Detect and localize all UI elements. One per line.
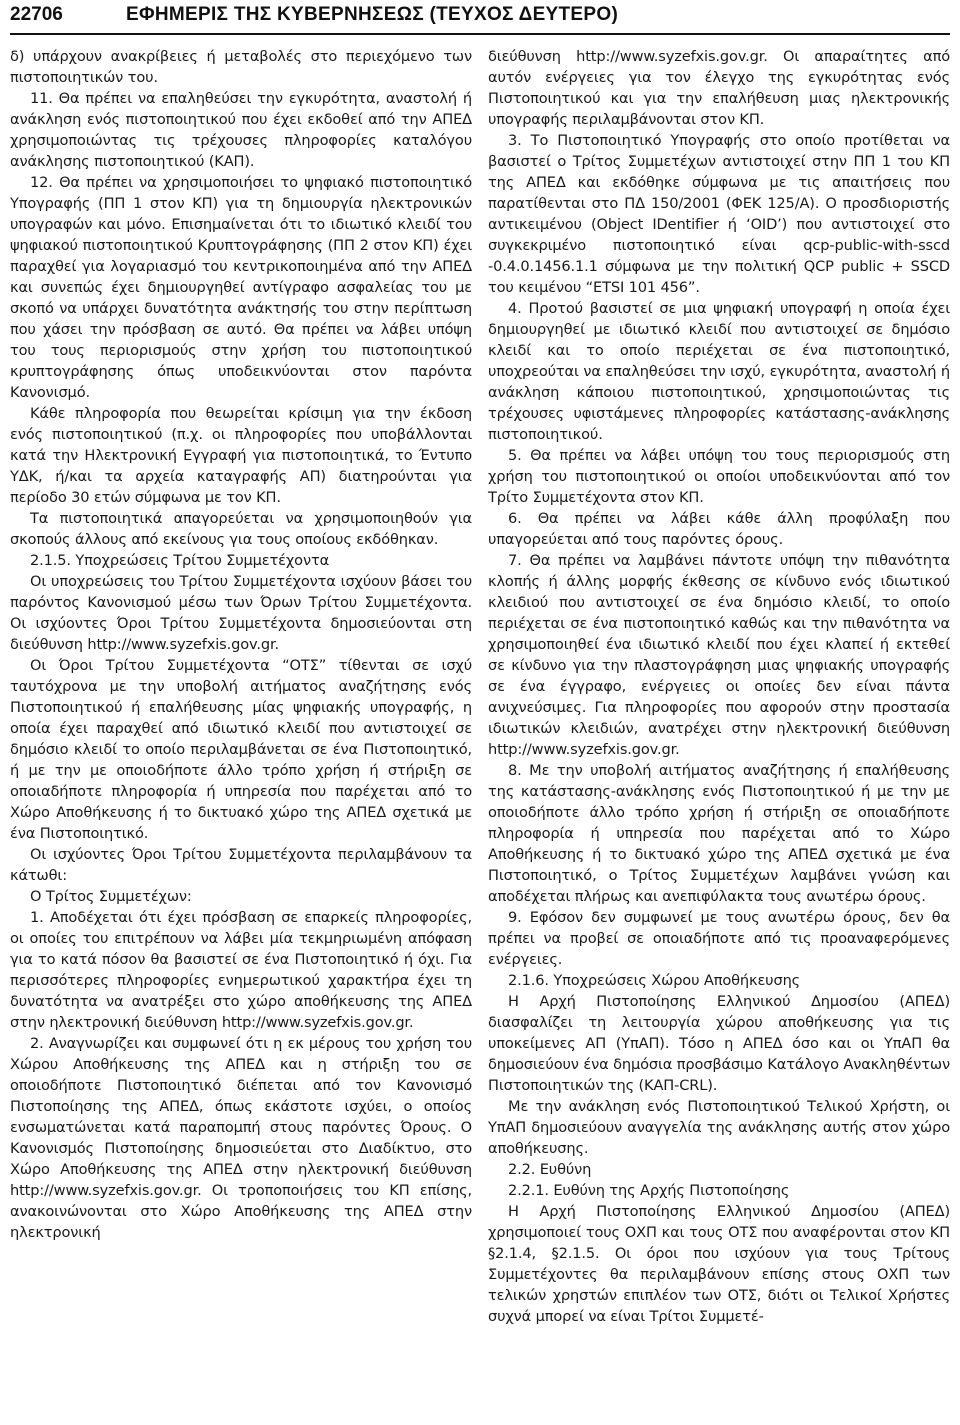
paragraph: 8. Με την υποβολή αιτήματος αναζήτησης ή επαλήθευσης της κατάστασης-ανάκλησης ενός Πιστοποιητικού ή με την με οποιοδήποτε άλλο τρόπο χρήση ή στήριξη σε οποιαδήποτε πληροφορία ή υπηρεσία που παρέχεται από το Χώρο Αποθήκευσης ή το δικτυακό χώρο της ΑΠΕΔ σχετικά με ένα Πιστοποιητικό, ο Τρίτος Συμμετέχων λαμβάνει γνώση και αποδέχεται πλήρως και ανεπιφύλακτα τους ανωτέρω όρους. [488, 762, 950, 905]
header-rule [10, 33, 950, 35]
section-heading: 2.1.6. Υποχρεώσεις Χώρου Αποθήκευσης [508, 972, 801, 989]
paragraph: Με την ανάκληση ενός Πιστοποιητικού Τελικού Χρήστη, οι ΥπΑΠ δημοσιεύουν αναγγελία της ανάκλησης αυτής στον χώρο αποθήκευσης. [488, 1098, 950, 1157]
page-header [10, 2, 950, 30]
paragraph: 6. Θα πρέπει να λάβει κάθε άλλη προφύλαξη που υπαγορεύεται από τους παρόντες όρους. [488, 510, 950, 548]
right-column [488, 46, 950, 1327]
paragraph: 4. Προτού βασιστεί σε μια ψηφιακή υπογραφή η οποία έχει δημιουργηθεί με ιδιωτικό κλειδί που αντιστοιχεί σε δημόσιο κλειδί και το οποίο περιέχεται σε ένα πιστοποιητικό, υποχρεούται να επαληθεύσει την ισχύ, εγκυρότητα, αναστολή ή ανάκληση κάποιου πιστοποιητικού, χρησιμοποιώντας τις τρέχουσες υφιστάμενες πληροφορίες κατάστασης-ανάκλησης πιστοποιητικού. [488, 300, 950, 443]
paragraph: Ο Τρίτος Συμμετέχων: [30, 888, 192, 905]
paragraph: Η Αρχή Πιστοποίησης Ελληνικού Δημοσίου (ΑΠΕΔ) διασφαλίζει τη λειτουργία χώρου αποθήκευσης για τις υποκείμενες ΑΠ (ΥπΑΠ). Τόσο η ΑΠΕΔ όσο και οι ΥπΑΠ θα δημοσιεύουν ένα δημόσια προσβάσιμο Κατάλογο Ανακληθέντων Πιστοποιητικών της (ΚΑΠ-CRL). [488, 993, 950, 1094]
paragraph: διεύθυνση http://www.syzefxis.gov.gr. Οι απαραίτητες από αυτόν ενέργειες για τον έλεγχο της εγκυρότητας ενός Πιστοποιητικού και για την επαλήθευση μιας ηλεκτρονικής υπογραφής περιλαμβάνονται στον ΚΠ. [488, 48, 950, 128]
paragraph: Οι ισχύοντες Όροι Τρίτου Συμμετέχοντα περιλαμβάνουν τα κάτωθι: [10, 846, 472, 884]
section-heading: 2.2. Ευθύνη [508, 1161, 592, 1178]
left-column [10, 46, 472, 1243]
paragraph: Οι υποχρεώσεις του Τρίτου Συμμετέχοντα ισχύουν βάσει του παρόντος Κανονισμού μέσω των Όρων Τρίτου Συμμετέχοντα. Οι ισχύοντες Όροι Τρίτου Συμμετέχοντα δημοσιεύονται στη διεύθυνση http://www.syzefxis.gov.gr. [10, 573, 472, 653]
paragraph: 11. Θα πρέπει να επαληθεύσει την εγκυρότητα, αναστολή ή ανάκληση ενός πιστοποιητικού που έχει εκδοθεί από την ΑΠΕΔ χρησιμοποιώντας τις τρέχουσες πληροφορίες καταλόγου ανάκλησης πιστοποιητικού (ΚΑΠ). [10, 90, 472, 170]
paragraph: 9. Εφόσον δεν συμφωνεί με τους ανωτέρω όρους, δεν θα πρέπει να προβεί σε οποιαδήποτε από τις προαναφερόμενες ενέργειες. [488, 909, 950, 968]
paragraph: Η Αρχή Πιστοποίησης Ελληνικού Δημοσίου (ΑΠΕΔ) χρησιμοποιεί τους ΟΧΠ και τους ΟΤΣ που αναφέρονται στον ΚΠ §2.1.4, §2.1.5. Οι όροι που ισχύουν για τους Τρίτους Συμμετέχοντες θα περιλαμβάνουν επίσης στους ΟΧΠ των τελικών χρηστών επιπλέον των ΟΤΣ, διότι οι Τελικοί Χρήστες συχνά μπορεί να είναι Τρίτοι Συμμετέ- [488, 1203, 950, 1325]
paragraph: 7. Θα πρέπει να λαμβάνει πάντοτε υπόψη την πιθανότητα κλοπής ή άλλης μορφής έκθεσης σε κίνδυνο ενός ιδιωτικού κλειδιού που αντιστοιχεί σε ένα δημόσιο κλειδί, το οποίο περιέχεται σε ένα πιστοποιητικό καθώς και την πιθανότητα να χρησιμοποιηθεί ένα ιδιωτικό κλειδί που έχει κλαπεί ή εκτεθεί σε κίνδυνο για την πλαστογράφηση μιας ψηφιακής υπογραφής σε ένα έγγραφο, ενέργειες οι οποίες δεν είναι πάντα ανιχνεύσιμες. Για πληροφορίες που αφορούν στην προστασία ιδιωτικών κλειδιών, ανατρέχει στην ηλεκτρονική διεύθυνση http://www.syzefxis.gov.gr. [488, 552, 950, 758]
paragraph: 2. Αναγνωρίζει και συμφωνεί ότι η εκ μέρους του χρήση του Χώρου Αποθήκευσης της ΑΠΕΔ και η στήριξη του σε οποιοδήποτε Πιστοποιητικό διέπεται από τον Κανονισμό Πιστοποίησης της ΑΠΕΔ, όπως εκάστοτε ισχύει, ο οποίος ενσωματώνεται κατά παραπομπή στους παρόντες Όρους. Ο Κανονισμός Πιστοποίησης δημοσιεύεται στο Διαδίκτυο, στο Χώρο Αποθήκευσης της ΑΠΕΔ στην ηλεκτρονική διεύθυνση http://www.syzefxis.gov.gr. Οι τροποποιήσεις του ΚΠ επίσης, ανακοινώνονται στο Χώρο Αποθήκευσης της ΑΠΕΔ στην ηλεκτρονική [10, 1035, 472, 1241]
paragraph: 5. Θα πρέπει να λάβει υπόψη του τους περιορισμούς στη χρήση του πιστοποιητικού οι οποίοι υποδεικνύονται από τον Τρίτο Συμμετέχοντα στον ΚΠ. [488, 447, 950, 506]
paragraph: 3. Το Πιστοποιητικό Υπογραφής στο οποίο προτίθεται να βασιστεί ο Τρίτος Συμμετέχων αντιστοιχεί στην ΠΠ 1 του ΚΠ της ΑΠΕΔ και εκδόθηκε σύμφωνα με τις απαιτήσεις που παρατίθενται στο ΠΔ 150/2001 (ΦΕΚ 125/Α). Ο προσδιοριστής αντικειμένου (Object IDentifier ή ‘OID’) που αντιστοιχεί στο συγκεκριμένο πιστοποιητικό είναι qcp-public-with-sscd -0.4.0.1456.1.1 σύμφωνα με την πολιτική QCP public + SSCD του κειμένου “ETSI 101 456”. [488, 132, 950, 296]
paragraph: 12. Θα πρέπει να χρησιμοποιήσει το ψηφιακό πιστοποιητικό Υπογραφής (ΠΠ 1 στον ΚΠ) για τη δημιουργία ηλεκτρονικών υπογραφών και μόνο. Επισημαίνεται ότι το ιδιωτικό κλειδί του ψηφιακού πιστοποιητικού Κρυπτογράφησης (ΠΠ 2 στον ΚΠ) έχει παραχθεί για λογαριασμό του κεντρικοποιημένα από την ΑΠΕΔ και συνεπώς έχει δημιουργηθεί αντίγραφο ασφαλείας του με σκοπό να υπάρχει δυνατότητα ανάκτησής του στην περίπτωση που χάσει την πρόσβαση σε αυτό. Θα πρέπει να λάβει υπόψη του τους περιορισμούς στην χρήση του πιστοποιητικού κρυπτογράφησης όπως υποδεικνύονται στον παρόντα Κανονισμό. [10, 174, 472, 401]
section-heading: 2.2.1. Ευθύνη της Αρχής Πιστοποίησης [508, 1182, 790, 1199]
gazette-title: ΕΦΗΜΕΡΙΣ ΤΗΣ ΚΥΒΕΡΝΗΣΕΩΣ (ΤΕΥΧΟΣ ΔΕΥΤΕΡΟ) [126, 4, 619, 25]
paragraph: Οι Όροι Τρίτου Συμμετέχοντα “ΟΤΣ” τίθενται σε ισχύ ταυτόχρονα με την υποβολή αιτήματος αναζήτησης ενός Πιστοποιητικού ή επαλήθευσης μίας ψηφιακής υπογραφής, η οποία έχει παραχθεί από ιδιωτικό κλειδί που αντιστοιχεί σε δημόσιο κλειδί το οποίο περιλαμβάνεται σε ένα Πιστοποιητικό, ή με την με οποιοδήποτε άλλο τρόπο χρήση ή στήριξη σε οποιαδήποτε πληροφορία ή υπηρεσία που παρέχεται από το Χώρο Αποθήκευσης ή το δικτυακό χώρο της ΑΠΕΔ σχετικά με ένα Πιστοποιητικό. [10, 657, 472, 842]
section-heading: 2.1.5. Υποχρεώσεις Τρίτου Συμμετέχοντα [30, 552, 330, 569]
page-number: 22706 [10, 4, 63, 25]
paragraph: 1. Αποδέχεται ότι έχει πρόσβαση σε επαρκείς πληροφορίες, οι οποίες του επιτρέπουν να λάβει μία τεκμηριωμένη απόφαση για το κατά πόσον θα βασιστεί σε ένα Πιστοποιητικό ή όχι. Για περισσότερες πληροφορίες ενημερωτικού χαρακτήρα έχει τη δυνατότητα να ανατρέξει στο χώρο αποθήκευσης της ΑΠΕΔ στην ηλεκτρονική διεύθυνση http://www.syzefxis.gov.gr. [10, 909, 472, 1031]
paragraph: δ) υπάρχουν ανακρίβειες ή μεταβολές στο περιεχόμενο των πιστοποιητικών του. [10, 48, 472, 86]
paragraph: Κάθε πληροφορία που θεωρείται κρίσιμη για την έκδοση ενός πιστοποιητικού (π.χ. οι πληροφορίες που υποβάλλονται κατά την Ηλεκτρονική Εγγραφή για πιστοποιητικά, το Έντυπο ΥΔΚ, ή/και τα αρχεία καταγραφής ΑΠ) διατηρούνται για περίοδο 30 ετών σύμφωνα με τον ΚΠ. [10, 405, 472, 506]
paragraph: Τα πιστοποιητικά απαγορεύεται να χρησιμοποιηθούν για σκοπούς άλλους από εκείνους για τους οποίους εκδόθηκαν. [10, 510, 472, 548]
